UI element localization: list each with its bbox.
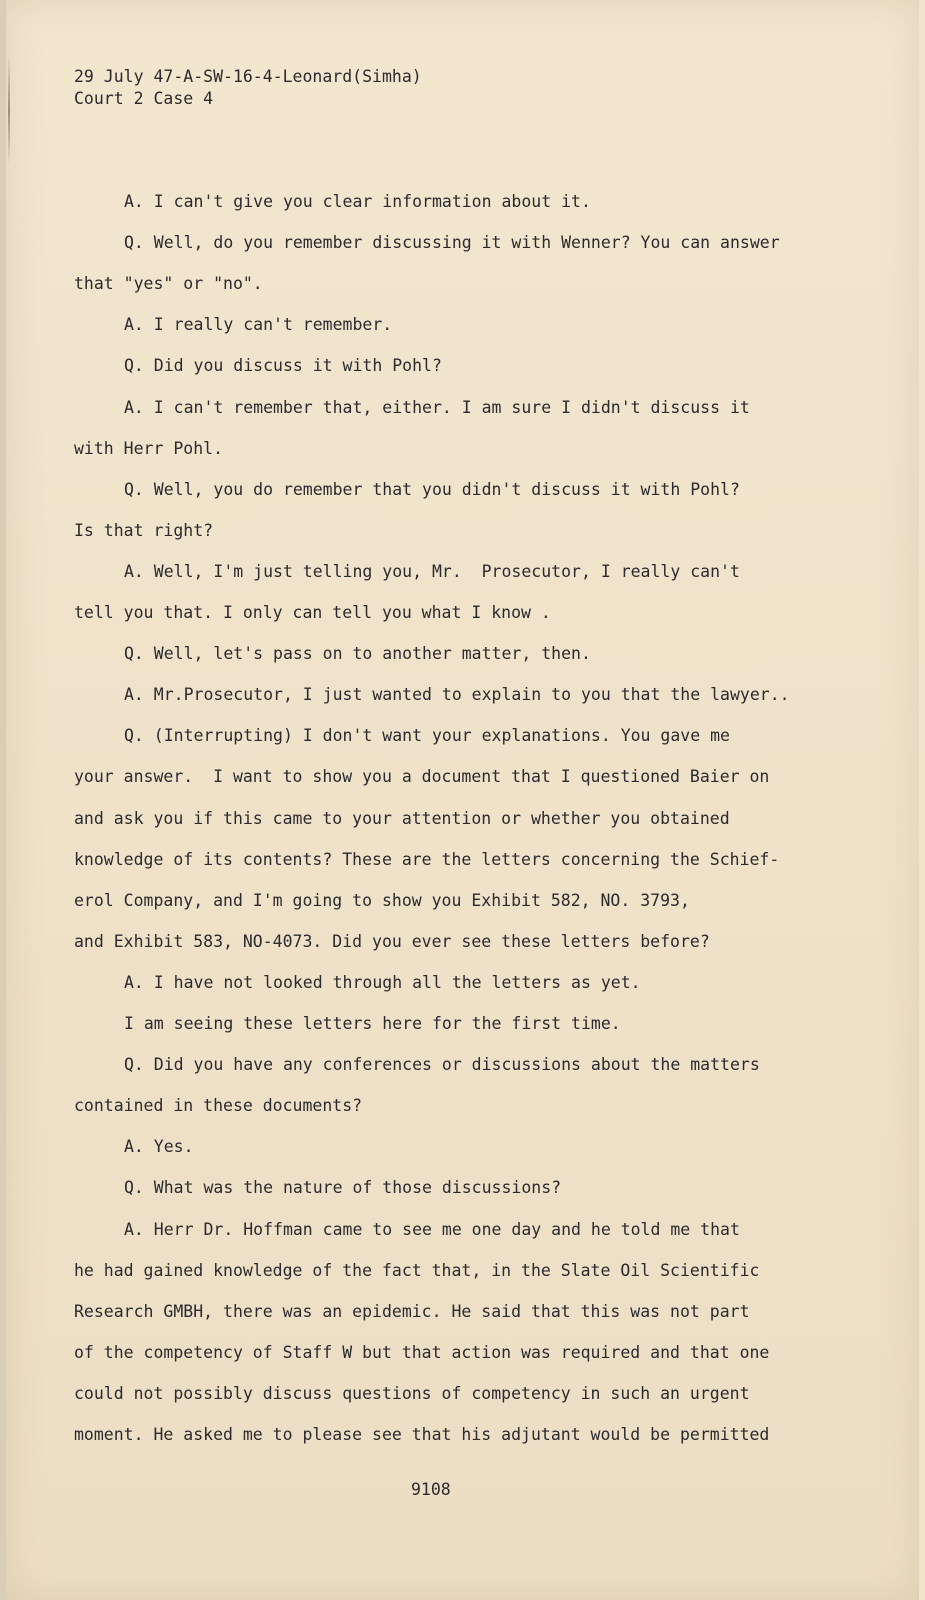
- page-number: 9108: [411, 1480, 451, 1499]
- transcript-line: A. I can't remember that, either. I am sure I didn't discuss it: [124, 397, 750, 417]
- transcript-line: Q. Well, you do remember that you didn't discuss it with Pohl?: [124, 479, 740, 499]
- margin-mark: [8, 55, 10, 165]
- transcript-line: could not possibly discuss questions of competency in such an urgent: [74, 1383, 750, 1403]
- transcript-line: Q. Did you discuss it with Pohl?: [124, 356, 442, 376]
- transcript-line: erol Company, and I'm going to show you Exhibit 582, NO. 3793,: [74, 890, 690, 910]
- transcript-line: with Herr Pohl.: [74, 438, 224, 458]
- transcript-line: that "yes" or "no".: [74, 274, 263, 294]
- transcript-line: A. I can't give you clear information about it.: [124, 192, 591, 211]
- transcript-line: A. Herr Dr. Hoffman came to see me one day and he told me that: [124, 1219, 740, 1239]
- transcript-line: Q. Well, let's pass on to another matter, then.: [124, 644, 591, 664]
- transcript-line: of the competency of Staff W but that action was required and that one: [74, 1342, 770, 1362]
- header-line-1: 29 July 47-A-SW-16-4-Leonard(Simha): [74, 67, 422, 86]
- transcript-line: Q. Did you have any conferences or discussions about the matters: [124, 1055, 760, 1075]
- transcript-line: Research GMBH, there was an epidemic. He said that this was not part: [74, 1301, 750, 1321]
- transcript-line: A. I have not looked through all the letters as yet.: [124, 972, 641, 992]
- transcript-line: A. Well, I'm just telling you, Mr. Prosecutor, I really can't: [124, 561, 740, 581]
- transcript-line: I am seeing these letters here for the first time.: [124, 1014, 621, 1033]
- transcript-line: A. I really can't remember.: [124, 315, 393, 335]
- transcript-line: A. Yes.: [124, 1137, 194, 1157]
- transcript-line: Q. What was the nature of those discussions?: [124, 1178, 562, 1198]
- transcript-line: your answer. I want to show you a document that I questioned Baier on: [74, 767, 770, 787]
- transcript-line: Q. Well, do you remember discussing it with Wenner? You can answer: [124, 233, 780, 253]
- transcript-line: and ask you if this came to your attention or whether you obtained: [74, 808, 730, 828]
- transcript-line: and Exhibit 583, NO-4073. Did you ever see these letters before?: [74, 931, 710, 951]
- transcript-line: Q. (Interrupting) I don't want your explanations. You gave me: [124, 726, 730, 746]
- transcript-line: contained in these documents?: [74, 1096, 363, 1116]
- header-line-2: Court 2 Case 4: [74, 89, 214, 108]
- transcript-line: moment. He asked me to please see that his adjutant would be permitted: [74, 1425, 770, 1444]
- transcript-line: A. Mr.Prosecutor, I just wanted to explain to you that the lawyer..: [124, 685, 790, 705]
- transcript-line: knowledge of its contents? These are the letters concerning the Schief-: [74, 849, 780, 869]
- transcript-line: Is that right?: [74, 520, 214, 540]
- transcript-line: tell you that. I only can tell you what I know .: [74, 603, 551, 622]
- transcript-line: he had gained knowledge of the fact that, in the Slate Oil Scientific: [74, 1260, 760, 1280]
